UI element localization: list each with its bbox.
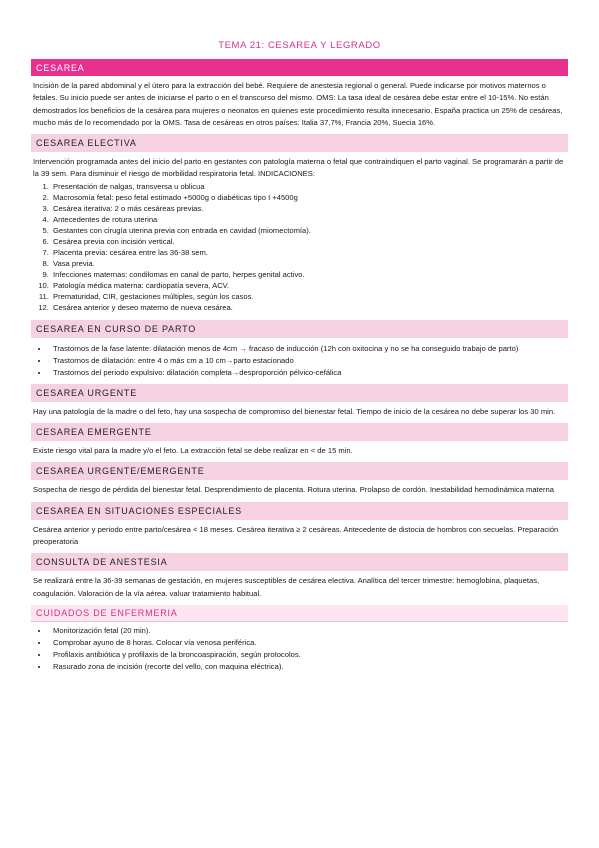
list-item: • Trastornos de dilatación: entre 4 o más cm a 10 cm→parto estacionado: [49, 355, 568, 367]
list-item: 5. Gestantes con cirugía uterina previa con entrada en cavidad (miomectomía).: [51, 225, 568, 236]
cesarea-text: Incisión de la pared abdominal y el útero para la extracción del bebé. Requiere de anestesia regional o general. Puede indicarse por motivos maternos o fetales. Su inicio puede ser antes de iniciarse el parto o en el transcurso del mismo. OMS: La tasa ideal de cesárea debe estar entre el 10-15%. No están demostrados los beneficios de la cesárea para mujeres o neonatos en quienes este procedimiento resulta innecesario. España practica un 25% de cesáreas, mucho más de lo recomendado por la OMS. Tasa de cesáreas en otros países: Italia 37,7%, Francia 20%, Suecia 16%.: [33, 81, 563, 127]
section-heading-curso-parto: CESAREA EN CURSO DE PARTO: [31, 320, 568, 338]
list-item: 3. Cesárea iterativa: 2 o más cesáreas previas.: [51, 203, 568, 214]
list-item: 6. Cesárea previa con incisión vertical.: [51, 236, 568, 247]
section-heading-situaciones-especiales: CESAREA EN SITUACIONES ESPECIALES: [31, 502, 568, 520]
section-heading-urgente-emergente: CESAREA URGENTE/EMERGENTE: [31, 462, 568, 480]
list-item: 12. Cesárea anterior y deseo materno de nueva cesárea.: [51, 302, 568, 313]
emergente-text: Existe riesgo vital para la madre y/o el feto. La extracción fetal se debe realizar en < de 15 min.: [33, 446, 353, 456]
list-item: 8. Vasa previa.: [51, 258, 568, 269]
document-page: [31, 0, 568, 673]
consulta-anestesia-text: Se realizará entre la 36-39 semanas de gestación, en mujeres susceptibles de cesárea electiva. Analítica del tercer trimestre: hemoglobina, plaquetas, coagulación. Valoración de la vía aérea. valuar tratamiento habitual.: [33, 576, 540, 598]
list-item: 9. Infecciones maternas: condilomas en canal de parto, herpes genital activo.: [51, 269, 568, 280]
situaciones-especiales-text: Cesárea anterior y periodo entre parto/cesárea < 18 meses. Cesárea iterativa ≥ 2 cesáreas. Antecedente de distocia de hombros con secuelas. Preparación preoperatoria: [33, 524, 559, 546]
electiva-intro: Intervención programada antes del inicio del parto en gestantes con patología materna o fetal que contraindiquen el parto vaginal. Se programarán a partir de la 39 sem. Para disminuir el riesgo de morbilidad respiratoria fetal. INDICACIONES:: [33, 157, 564, 179]
section-heading-emergente: CESAREA EMERGENTE: [31, 423, 568, 441]
list-item: 4. Antecedentes de rotura uterina: [51, 214, 568, 225]
electiva-indications-list: [31, 181, 568, 313]
document-title: TEMA 21: CESAREA Y LEGRADO: [218, 40, 381, 51]
list-item: • Trastornos de la fase latente: dilatación menos de 4cm → fracaso de inducción (12h con oxitocina y no se ha conseguido trabajo de parto): [49, 343, 568, 355]
list-item: • Rasurado zona de incisión (recorte del vello, con maquina eléctrica).: [49, 661, 568, 673]
list-item: 1. Presentación de nalgas, transversa u oblicua: [51, 181, 568, 192]
list-item: 11. Prematuridad, CIR, gestaciones múltiples, según los casos.: [51, 291, 568, 302]
list-item: 2. Macrosomía fetal: peso fetal estimado +5000g o diabéticas tipo I +4500g: [51, 192, 568, 203]
curso-parto-list: [31, 343, 568, 379]
list-item: 7. Placenta previa: cesárea entre las 36-38 sem.: [51, 247, 568, 258]
cuidados-enfermeria-list: [31, 625, 568, 673]
section-heading-cesarea: CESAREA: [31, 59, 568, 76]
section-heading-electiva: CESAREA ELECTIVA: [31, 134, 568, 152]
list-item: • Profilaxis antibiótica y profilaxis de la broncoaspiración, según protocolos.: [49, 649, 568, 661]
list-item: 10. Patología médica materna: cardiopatía severa, ACV.: [51, 280, 568, 291]
list-item: • Comprobar ayuno de 8 horas. Colocar vía venosa periférica.: [49, 637, 568, 649]
section-heading-urgente: CESAREA URGENTE: [31, 384, 568, 402]
urgente-text: Hay una patología de la madre o del feto, hay una sospecha de compromiso del bienestar fetal. Tiempo de inicio de la cesárea no debe superar los 30 min.: [33, 406, 556, 416]
section-heading-consulta-anestesia: CONSULTA DE ANESTESIA: [31, 553, 568, 571]
list-item: • Monitorización fetal (20 min).: [49, 625, 568, 637]
section-heading-cuidados-enfermeria: CUIDADOS DE ENFERMERIA: [31, 605, 568, 622]
urgente-emergente-text: Sospecha de riesgo de pérdida del bienestar fetal. Desprendimiento de placenta. Rotura uterina. Prolapso de cordón. Inestabilidad hemodinámica materna: [33, 485, 554, 495]
list-item: • Trastornos del periodo expulsivo: dilatación completa→desproporción pélvico-cefálica: [49, 367, 568, 379]
